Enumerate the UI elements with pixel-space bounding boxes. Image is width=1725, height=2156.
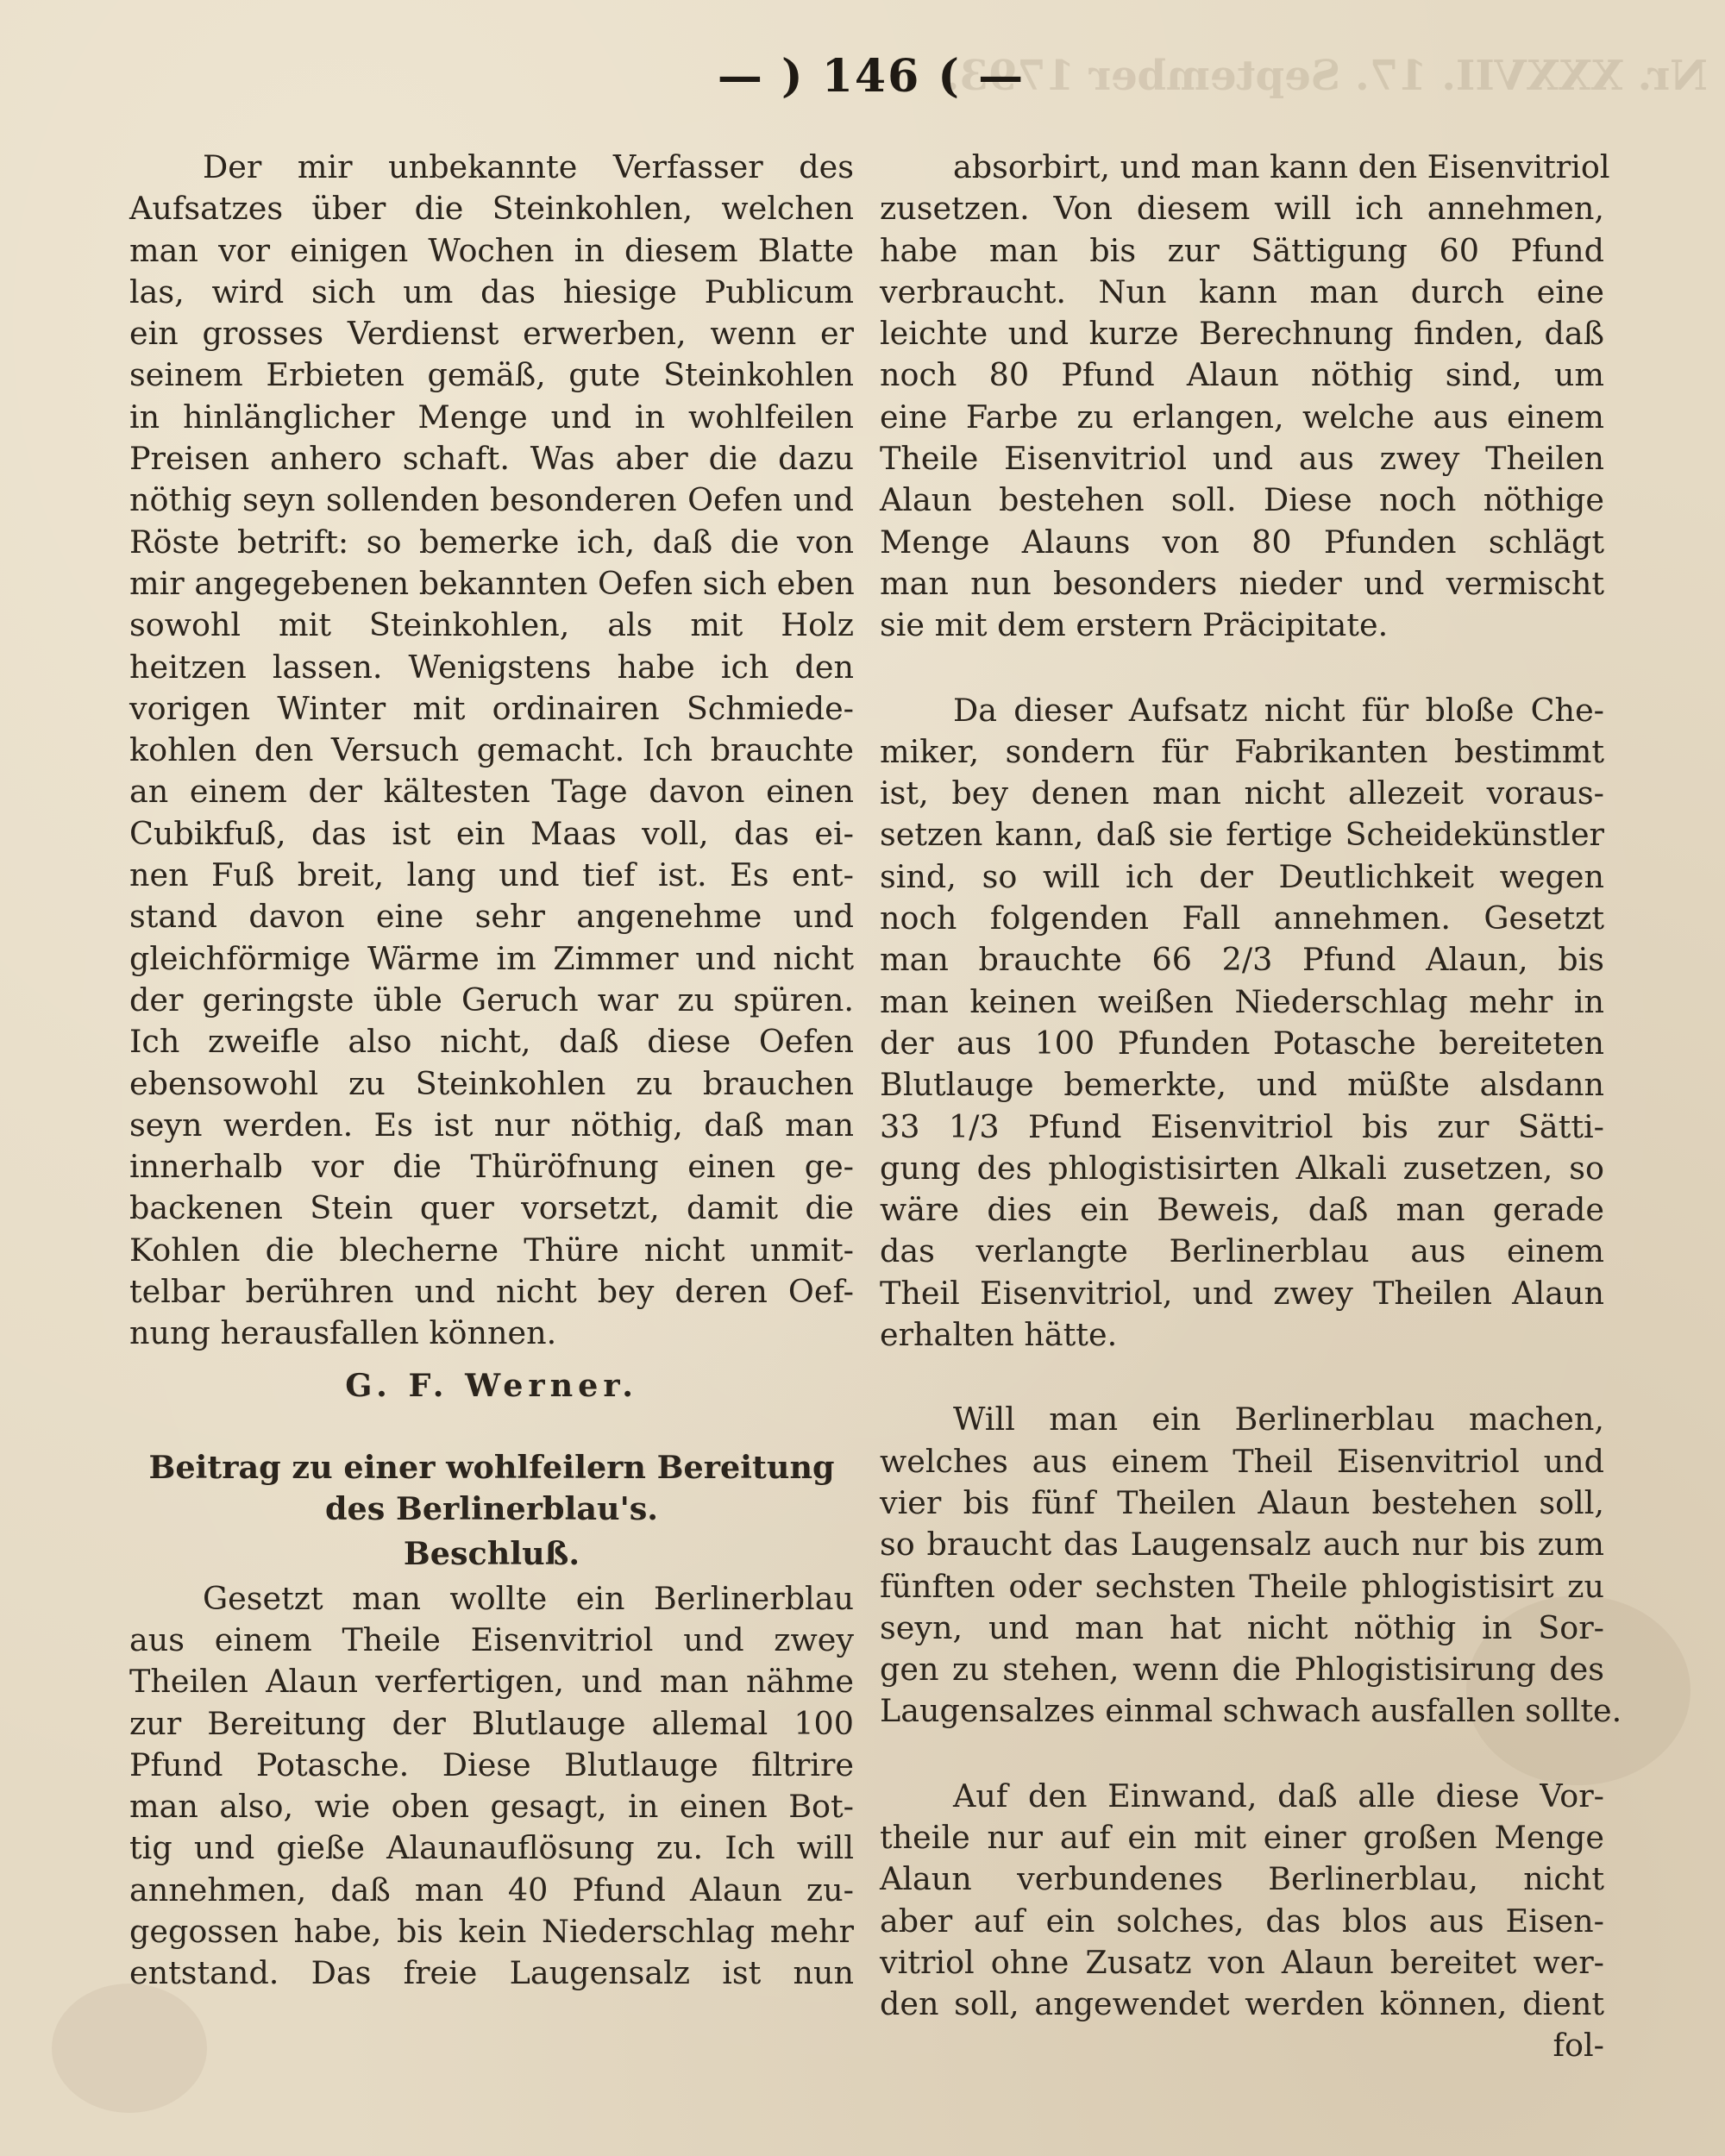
text-line: den soll, angewendet werden können, dient — [880, 1985, 1604, 2023]
text-line: backenen Stein quer vorsetzt, damit die — [129, 1189, 854, 1227]
paragraph-gap — [880, 1733, 1604, 1776]
text-line: habe man bis zur Sättigung 60 Pfund — [880, 231, 1604, 269]
text-line: leichte und kurze Berechnung finden, daß — [880, 315, 1604, 353]
text-line: Theile Eisenvitriol und aus zwey Theilen — [880, 440, 1604, 478]
text-line: Alaun bestehen soll. Diese noch nöthige — [880, 481, 1604, 519]
text-line: seyn werden. Es ist nur nöthig, daß man — [129, 1106, 854, 1144]
text-line: Kohlen die blecherne Thüre nicht unmit- — [129, 1231, 854, 1269]
article-title: des Berlinerblau's. — [324, 1489, 659, 1527]
text-line: das verlangte Berlinerblau aus einem — [880, 1232, 1604, 1270]
text-line: 33 1/3 Pfund Eisenvitriol bis zur Sätti- — [880, 1107, 1604, 1145]
text-line: man nun besonders nieder und vermischt — [880, 564, 1604, 602]
text-line: man keinen weißen Niederschlag mehr in — [880, 982, 1604, 1020]
text-line: Theilen Alaun verfertigen, und man nähme — [129, 1663, 854, 1701]
text-line: der aus 100 Pfunden Potasche bereiteten — [880, 1024, 1604, 1062]
text-line: absorbirt, und man kann den Eisenvitriol — [953, 148, 1610, 185]
text-line: so braucht das Laugensalz auch nur bis zum — [880, 1526, 1604, 1564]
text-line: seyn, und man hat nicht nöthig in Sor- — [880, 1608, 1604, 1646]
text-line: sowohl mit Steinkohlen, als mit Holz — [129, 606, 854, 644]
text-line: in hinlänglicher Menge und in wohlfeilen — [129, 398, 854, 436]
text-line: setzen kann, daß sie fertige Scheidekünstler — [880, 816, 1604, 854]
left-column — [129, 147, 854, 1995]
text-line: Der mir unbekannte Verfasser des — [203, 148, 854, 185]
text-line: miker, sondern für Fabrikanten bestimmt — [880, 732, 1604, 770]
text-line: vorigen Winter mit ordinairen Schmiede- — [129, 689, 854, 727]
bleed-through-header: Nr. XXXVII. 17. September 1793. — [944, 52, 1708, 100]
page-number: — ) 146 ( — — [717, 50, 1026, 103]
text-line: Cubikfuß, das ist ein Maas voll, das ei- — [129, 814, 854, 852]
text-line: las, wird sich um das hiesige Publicum — [129, 273, 854, 310]
text-line: Ich zweifle also nicht, daß diese Oefen — [129, 1023, 854, 1061]
text-line: theile nur auf ein mit einer großen Menge — [880, 1818, 1604, 1856]
text-line: fünften oder sechsten Theile phlogistisirt zu — [880, 1567, 1604, 1605]
text-line: Alaun verbundenes Berlinerblau, nicht — [880, 1860, 1604, 1898]
paragraph-gap — [880, 1356, 1604, 1399]
text-line: man brauchte 66 2/3 Pfund Alaun, bis — [880, 941, 1604, 979]
article-subtitle: Beschluß. — [403, 1534, 580, 1572]
text-line: nung herausfallen können. — [129, 1314, 557, 1352]
article-title: Beitrag zu einer wohlfeilern Bereitung — [148, 1448, 835, 1486]
text-line: vier bis fünf Theilen Alaun bestehen soll, — [880, 1483, 1604, 1521]
text-line: gung des phlogistisirten Alkali zusetzen, so — [880, 1149, 1604, 1187]
text-line: kohlen den Versuch gemacht. Ich brauchte — [129, 731, 854, 769]
text-line: mir angegebenen bekannten Oefen sich eben — [129, 564, 855, 602]
signature: G. F. Werner. — [345, 1366, 638, 1404]
text-line: Menge Alauns von 80 Pfunden schlägt — [880, 523, 1604, 561]
text-line: man vor einigen Wochen in diesem Blatte — [129, 231, 854, 269]
text-line: zusetzen. Von diesem will ich annehmen, — [880, 190, 1604, 228]
text-line: Pfund Potasche. Diese Blutlauge filtrire — [129, 1745, 854, 1783]
text-line: ist, bey denen man nicht allezeit voraus- — [880, 774, 1604, 812]
text-line: Theil Eisenvitriol, und zwey Theilen Alaun — [880, 1274, 1604, 1312]
text-line: an einem der kältesten Tage davon einen — [129, 773, 854, 811]
text-line: Röste betrift: so bemerke ich, daß die von — [129, 523, 854, 561]
paragraph-gap — [880, 647, 1604, 690]
text-line: stand davon eine sehr angenehme und — [129, 898, 854, 936]
text-line: heitzen lassen. Wenigstens habe ich den — [129, 648, 854, 686]
right-column — [880, 147, 1622, 2066]
text-line: seinem Erbieten gemäß, gute Steinkohlen — [129, 356, 854, 394]
text-line: Blutlauge bemerkte, und müßte alsdann — [880, 1066, 1604, 1104]
text-line: aus einem Theile Eisenvitriol und zwey — [129, 1620, 854, 1658]
text-line: Preisen anhero schaft. Was aber die dazu — [129, 440, 854, 478]
text-line: aber auf ein solches, das blos aus Eisen- — [880, 1902, 1604, 1940]
text-line: nöthig seyn sollenden besonderen Oefen und — [129, 481, 854, 519]
text-line: nen Fuß breit, lang und tief ist. Es ent- — [129, 856, 854, 894]
text-line: welches aus einem Theil Eisenvitriol und — [880, 1442, 1604, 1480]
text-line: telbar berühren und nicht bey deren Oef- — [129, 1273, 854, 1311]
text-line: annehmen, daß man 40 Pfund Alaun zu- — [129, 1871, 854, 1908]
paper-stain — [52, 1984, 207, 2113]
text-line: sind, so will ich der Deutlichkeit wegen — [880, 857, 1604, 895]
text-line: Will man ein Berlinerblau machen, — [953, 1401, 1604, 1438]
text-line: entstand. Das freie Laugensalz ist nun — [129, 1954, 854, 1992]
text-line: gen zu stehen, wenn die Phlogistisirung des — [880, 1651, 1604, 1689]
text-line: gegossen habe, bis kein Niederschlag mehr — [129, 1912, 854, 1950]
text-line: verbraucht. Nun kann man durch eine — [880, 273, 1604, 310]
text-line: eine Farbe zu erlangen, welche aus einem — [880, 398, 1604, 436]
text-line: der geringste üble Geruch war zu spüren. — [129, 981, 854, 1018]
page-header — [0, 50, 1725, 119]
text-line: innerhalb vor die Thüröfnung einen ge- — [129, 1148, 854, 1186]
text-line: gleichförmige Wärme im Zimmer und nicht — [129, 939, 854, 977]
text-line: noch 80 Pfund Alaun nöthig sind, um — [880, 356, 1604, 394]
text-line: noch folgenden Fall annehmen. Gesetzt — [880, 899, 1604, 937]
text-line: sie mit dem erstern Präcipitate. — [880, 606, 1389, 644]
text-line: Aufsatzes über die Steinkohlen, welchen — [129, 190, 854, 228]
text-line: Laugensalzes einmal schwach ausfallen sollte. — [880, 1692, 1622, 1730]
text-line: Auf den Einwand, daß alle diese Vor- — [953, 1777, 1604, 1814]
text-line: Da dieser Aufsatz nicht für bloße Che- — [953, 691, 1604, 729]
text-line: vitriol ohne Zusatz von Alaun bereitet wer- — [880, 1943, 1604, 1981]
text-line: wäre dies ein Beweis, daß man gerade — [880, 1191, 1604, 1229]
text-line: ebensowohl zu Steinkohlen zu brauchen — [129, 1064, 854, 1102]
text-line: ein grosses Verdienst erwerben, wenn er — [129, 315, 854, 353]
text-line: man also, wie oben gesagt, in einen Bot- — [129, 1788, 854, 1826]
text-line: Gesetzt man wollte ein Berlinerblau — [203, 1579, 854, 1617]
paragraph-gap — [129, 1413, 854, 1447]
catchword: fol- — [1552, 2027, 1604, 2065]
text-line: tig und gieße Alaunauflösung zu. Ich will — [129, 1829, 854, 1867]
text-line: erhalten hätte. — [880, 1316, 1118, 1354]
text-line: zur Bereitung der Blutlauge allemal 100 — [129, 1704, 854, 1742]
